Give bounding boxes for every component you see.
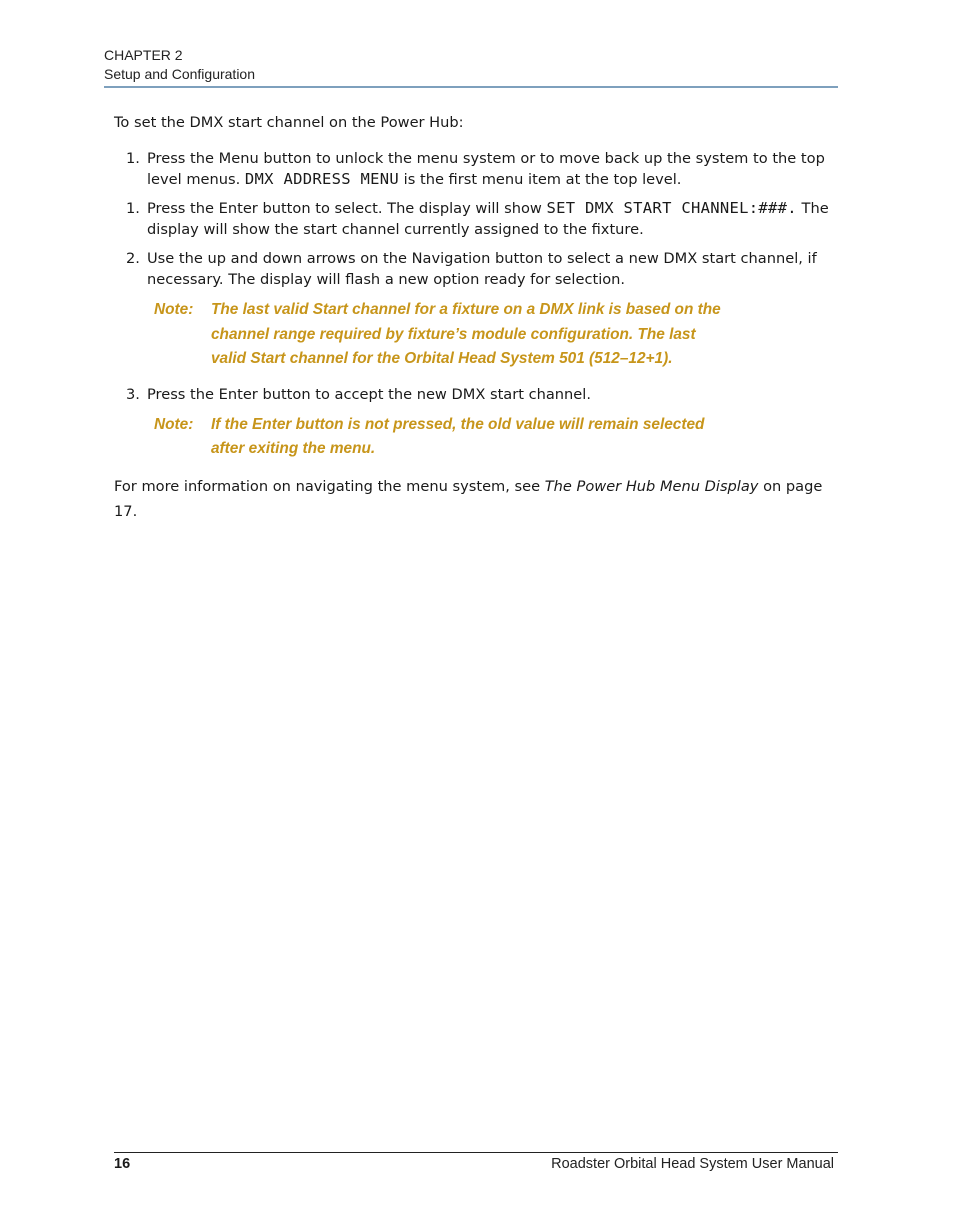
footer-divider [114,1152,838,1153]
running-header [104,46,838,84]
step-text: Press the Enter button to select. The display will show [147,200,547,217]
chapter-label: CHAPTER 2 [104,47,183,63]
more-info-paragraph [114,474,838,524]
cross-reference-link[interactable]: The Power Hub Menu Display [544,477,759,495]
step-text: The display will show the start channel currently assigned to the fixture. [147,200,829,238]
more-info-text: For more information on navigating the menu system, see [114,477,545,495]
note-text: The last valid Start channel for a fixture on a DMX link is based on the channel range required by fixture’s module configuration. The last valid Start channel for the Orbital Head System 501 (512–12+1). [211,301,721,367]
step-text: Use the up and down arrows on the Navigation button to select a new DMX start channel, if necessary. The display will flash a new option ready for selection. [147,250,817,288]
more-info-text: on page 17. [114,477,823,520]
step-number: 1. [126,200,140,217]
step-item [114,198,838,240]
menu-code: DMX ADDRESS MENU [244,170,400,188]
section-title: Setup and Configuration [104,66,255,82]
note-label: Note: [154,415,194,433]
intro-paragraph: To set the DMX start channel on the Power Hub: [114,114,464,131]
display-code: SET DMX START CHANNEL:###. [546,199,797,217]
page-body [114,112,838,538]
step-number: 3. [126,385,140,403]
note-callout [114,413,838,462]
procedure-steps [114,148,838,462]
manual-title: Roadster Orbital Head System User Manual [551,1156,834,1172]
step-text: Press the Menu button to unlock the menu system or to move back up the system to the top level menus. [147,150,825,188]
step-item [114,148,838,190]
step-number: 2. [126,250,140,267]
note-callout [114,298,838,372]
note-text: If the Enter button is not pressed, the old value will remain selected after exiting the menu. [211,415,705,457]
step-text: is the first menu item at the top level. [399,171,682,188]
page-number: 16 [114,1156,131,1172]
step-number: 1. [126,150,140,167]
step-item [114,248,838,290]
step-text: Press the Enter button to accept the new DMX start channel. [147,385,591,403]
step-item [114,384,838,405]
header-divider [104,86,838,88]
note-label: Note: [154,301,194,318]
